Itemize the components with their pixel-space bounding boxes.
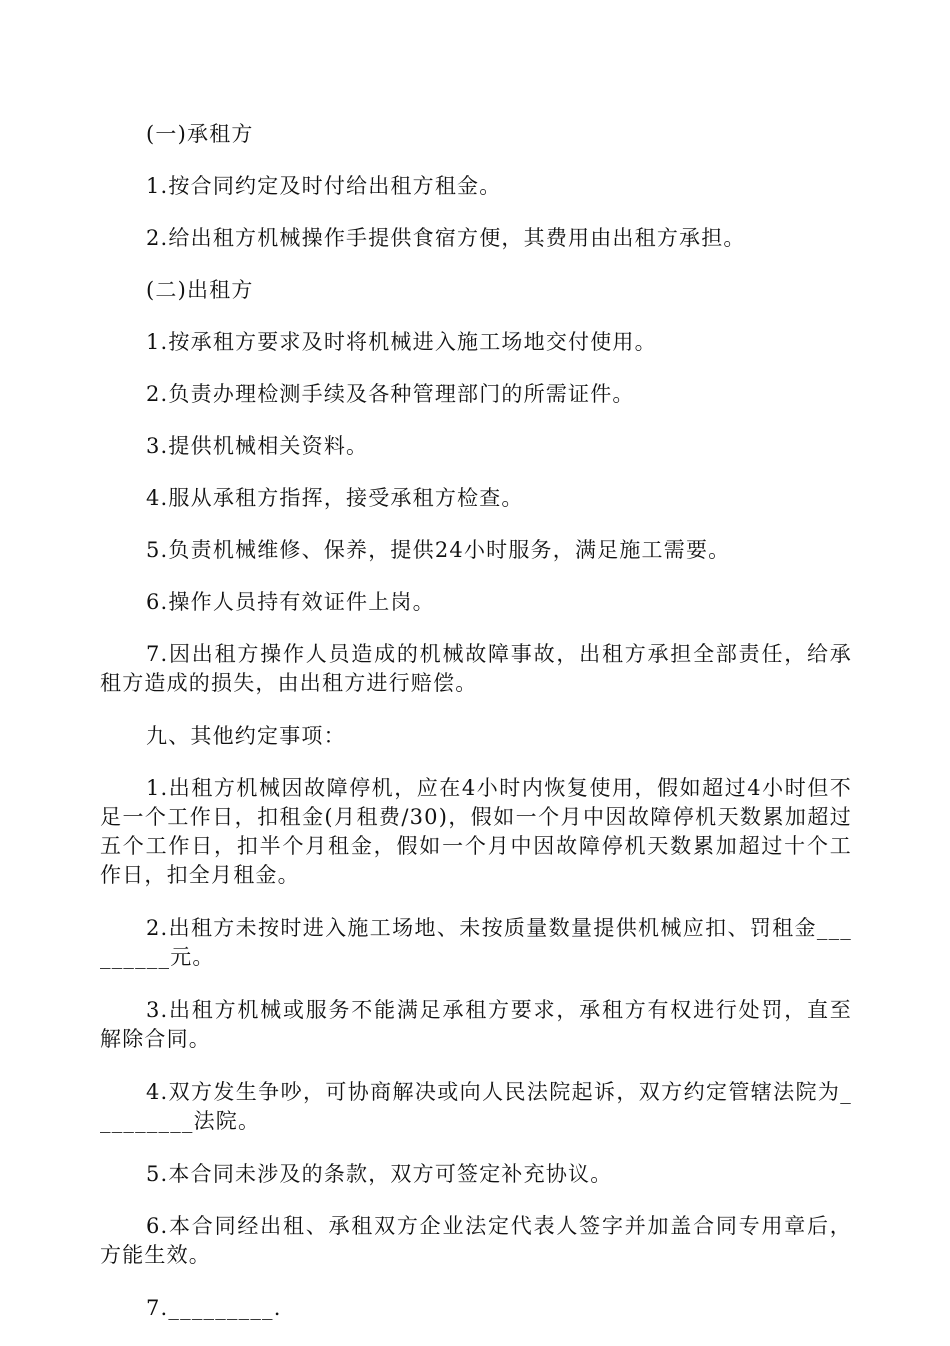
lessor-clause-2: 2.负责办理检测手续及各种管理部门的所需证件。 bbox=[146, 382, 635, 406]
other-terms-clause-3: 3.出租方机械或服务不能满足承租方要求，承租方有权进行处罚，直至解除合同。 bbox=[100, 998, 852, 1051]
lessor-clause-6: 6.操作人员持有效证件上岗。 bbox=[146, 590, 435, 614]
lessor-clause-4: 4.服从承租方指挥，接受承租方检查。 bbox=[146, 486, 524, 510]
other-terms-clause-5: 5.本合同未涉及的条款，双方可签定补充协议。 bbox=[146, 1162, 613, 1186]
other-terms-clause-4: 4.双方发生争吵，可协商解决或向人民法院起诉，双方约定管辖法院为_________法院。 bbox=[100, 1080, 852, 1133]
lessor-clause-3: 3.提供机械相关资料。 bbox=[146, 434, 369, 458]
document-page bbox=[100, 120, 852, 1346]
other-terms-clause-6: 6.本合同经出租、承租双方企业法定代表人签字并加盖合同专用章后，方能生效。 bbox=[100, 1214, 852, 1267]
lessor-clause-5: 5.负责机械维修、保养，提供24小时服务，满足施工需要。 bbox=[146, 538, 731, 562]
section-lessor-heading: (二)出租方 bbox=[146, 278, 254, 302]
section-other-terms-heading: 九、其他约定事项： bbox=[146, 724, 346, 748]
lessor-clause-1: 1.按承租方要求及时将机械进入施工场地交付使用。 bbox=[146, 330, 657, 354]
lessor-clause-7: 7.因出租方操作人员造成的机械故障事故，出租方承担全部责任，给承租方造成的损失，由出租方进行赔偿。 bbox=[100, 642, 852, 695]
other-terms-clause-1: 1.出租方机械因故障停机，应在4小时内恢复使用，假如超过4小时但不足一个工作日，扣租金(月租费/30)，假如一个月中因故障停机天数累加超过五个工作日，扣半个月租金，假如一个月中因故障停机天数累加超过十个工作日，扣全月租金。 bbox=[100, 776, 852, 887]
other-terms-clause-2: 2.出租方未按时进入施工场地、未按质量数量提供机械应扣、罚租金_________元。 bbox=[100, 916, 852, 969]
other-terms-clause-7: 7._________. bbox=[146, 1296, 282, 1320]
lessee-clause-2: 2.给出租方机械操作手提供食宿方便，其费用由出租方承担。 bbox=[146, 226, 746, 250]
lessee-clause-1: 1.按合同约定及时付给出租方租金。 bbox=[146, 174, 502, 198]
section-lessee-heading: (一)承租方 bbox=[146, 122, 254, 146]
